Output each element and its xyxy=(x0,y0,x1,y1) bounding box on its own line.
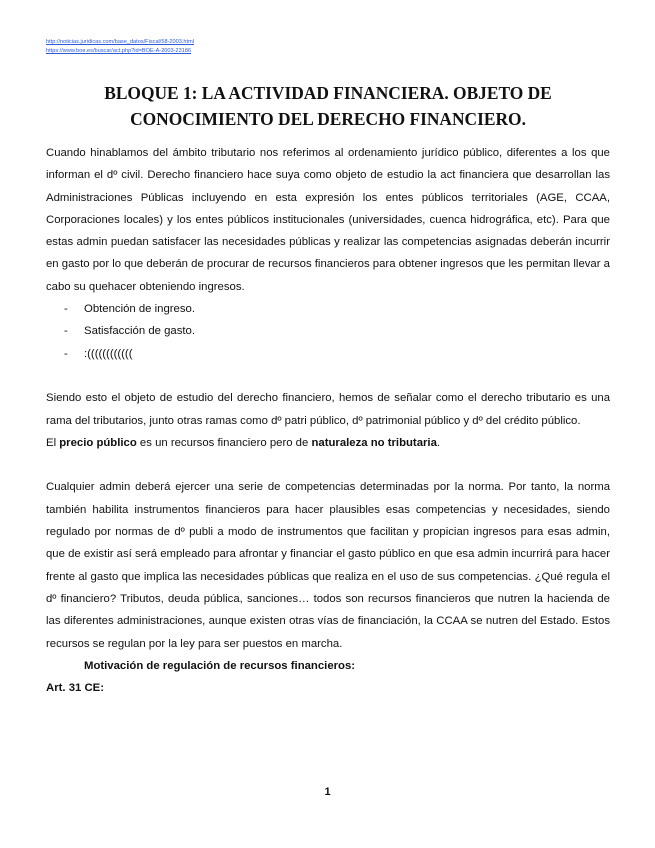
list-item: - :(((((((((((( xyxy=(46,343,610,365)
list-item: - Obtención de ingreso. xyxy=(46,298,610,320)
header-links xyxy=(46,38,606,56)
page-number: 1 xyxy=(324,786,331,798)
source-link-noticias-juridicas[interactable]: http://noticias.juridicas.com/base_datos/Fiscal/58-2003.html xyxy=(46,39,194,45)
title-line-2: CONOCIMIENTO DEL DERECHO FINANCIERO. xyxy=(130,109,526,129)
bold-precio-publico: precio público xyxy=(59,436,137,449)
spacer xyxy=(46,365,610,387)
list-dash: - xyxy=(64,325,68,338)
paragraph-competencias: Cualquier admin deberá ejercer una serie de competencias determinadas por la norma. Por tanto, la norma también habilita instrumentos financieros para hacer plausibles esas competencias y necesidades, siendo regulado por normas de dº publi a modo de instrumentos que facilitan y propician ingresos para esas admin, que de existir así será empleado para afrontar y financiar el gasto público en que esa admin incurrirá para hacer frente al gasto que implica las necesidades públicas que realiza en el uso de sus competencias. ¿Qué regula el dº financiero? Tributos, deuda pública, sanciones… todos son recursos financieros que nutren la hacienda de las diferentes administraciones, aunque existen otras vías de financiación, la CCAA se nutren del Estado. Estos recursos se regulan por la ley para ser puestos en marcha. xyxy=(46,481,610,650)
bullet-list xyxy=(46,298,610,365)
section-heading-art31: Art. 31 CE: xyxy=(46,682,104,695)
list-item: - Satisfacción de gasto. xyxy=(46,320,610,342)
source-link-boe[interactable]: https://www.boe.es/buscar/act.php?id=BOE-A-2003-23186 xyxy=(46,48,192,54)
bold-naturaleza: naturaleza no tributaria xyxy=(311,436,437,449)
spacer xyxy=(46,454,610,476)
paragraph-intro: Cuando hinablamos del ámbito tributario nos referimos al ordenamiento jurídico público, diferentes a los que informan el dº civil. Derecho financiero hace suya como objeto de estudio la act financiera que desarrollan las Administraciones Públicas incluyendo en esta expresión los entes públicos territoriales (AGE, CCAA, Corporaciones locales) y los entes públicos institucionales (universidades, cuenca hidrográfica, etc). Para que estas admin puedan satisfacer las necesidades públicas y realizar las competencias asignadas deberán incurrir en gasto por lo que deberán de procurar de recursos financieros para obtener ingresos que les permitan llevar a cabo su quehacer obteniendo ingresos. xyxy=(46,147,610,293)
section-heading-motivacion: Motivación de regulación de recursos financieros: xyxy=(84,659,356,672)
list-dash: - xyxy=(64,303,68,316)
title-line-1: BLOQUE 1: LA ACTIVIDAD FINANCIERA. OBJETO DE xyxy=(104,83,552,103)
page-title xyxy=(46,80,610,132)
list-dash: - xyxy=(64,347,68,360)
paragraph-object-of-study: Siendo esto el objeto de estudio del derecho financiero, hemos de señalar como el derecho tributario es una rama del tributarios, junto otras ramas como dº patri público, dº patrimonial público y dº del crédito público. xyxy=(46,392,610,427)
paragraph-precio-publico: El precio público es un recursos financiero pero de naturaleza no tributaria. xyxy=(46,436,441,449)
document-body xyxy=(46,142,610,699)
